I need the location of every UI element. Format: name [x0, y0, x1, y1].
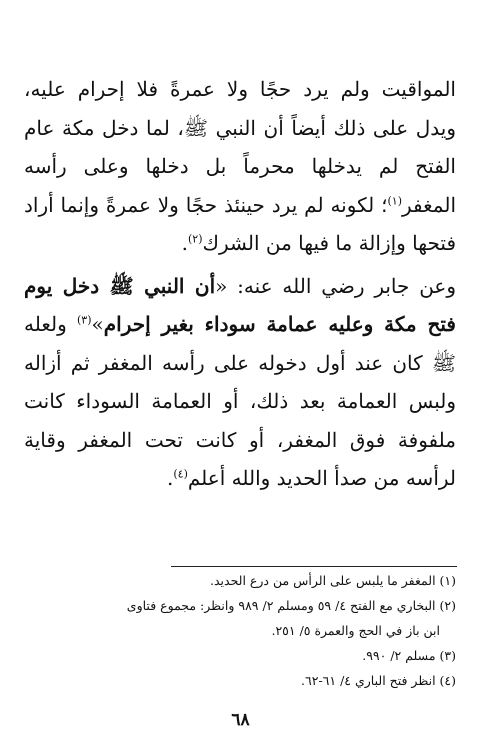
paragraph-2 [24, 267, 456, 498]
footnote-ref-1: (١) [387, 193, 402, 207]
paragraph-2-rest: ولعله ﷺ كان عند أول دخوله على رأسه المغفر ثم أزاله ولبس العمامة بعد ذلك، أو العمامة السوداء كانت ملفوفة فوق المغفر، أو كانت تحت المغفر وقاية لرأسه من صدأ الحديد والله أعلم [24, 312, 456, 490]
hadith-quote: أن النبي ﷺ دخل يوم فتح مكة وعليه عمامة سوداء بغير إحرام [24, 273, 456, 336]
paragraph-1-end: . [181, 231, 188, 255]
paragraph-1-text-cont: ؛ لكونه لم يرد حينئذ حجًا ولا عمرةً وإنما أراد فتحها وإزالة ما فيها من الشرك [24, 192, 456, 255]
page-number: ٦٨ [231, 710, 250, 730]
footnote-2-continued: ابن باز في الحج والعمرة ٥/ ٢٥١. [271, 623, 440, 638]
footnote-2: (٢) البخاري مع الفتح ٤/ ٥٩ ومسلم ٢/ ٩٨٩ وانظر: مجموع فتاوى [126, 598, 456, 613]
paragraph-1-text: المواقيت ولم يرد حجًا ولا عمرةً فلا إحرام عليه، ويدل على ذلك أيضاً أن النبي ﷺ، لما دخل مكة عام الفتح لم يدخلها محرماً بل دخلها وعلى رأسه المغفر [24, 77, 456, 217]
quote-close: » [91, 312, 104, 336]
footnote-ref-4: (٤) [173, 467, 188, 481]
footnote-ref-2: (٢) [187, 232, 203, 246]
footnote-4: (٤) انظر فتح الباري ٤/ ٦١-٦٢. [301, 673, 456, 688]
footnote-ref-3: (٣) [77, 313, 92, 327]
paragraph-2-intro: وعن جابر رضي الله عنه: « [215, 273, 457, 298]
footnote-divider [171, 566, 457, 567]
paragraph-1 [24, 70, 456, 263]
footnote-3: (٣) مسلم ٢/ ٩٩٠. [362, 648, 456, 663]
main-text [24, 70, 456, 498]
paragraph-2-end: . [167, 466, 174, 490]
footnote-1: (١) المغفر ما يلبس على الرأس من درع الحديد. [210, 573, 456, 588]
footnotes [24, 568, 456, 693]
